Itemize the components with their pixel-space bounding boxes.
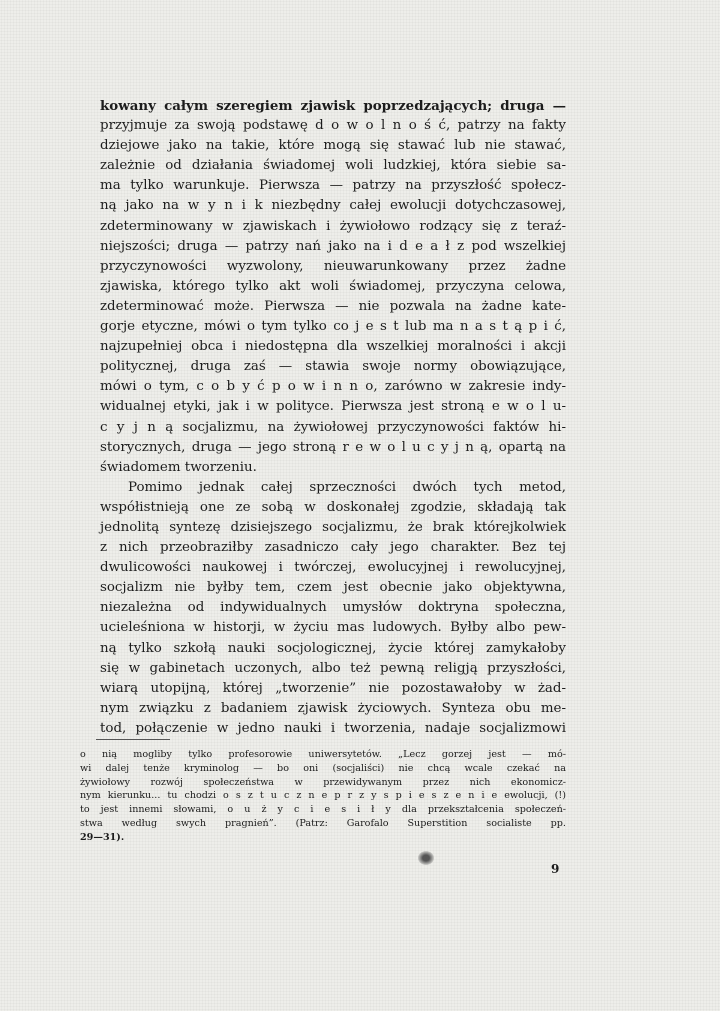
text-line: jednolitą syntezę dzisiejszego socjalizmu, że brak którejkolwiek	[100, 519, 566, 535]
text-line: się w gabinetach uczonych, albo też pewną religją przyszłości,	[100, 660, 566, 676]
text-line: zdeterminowany w zjawiskach i żywiołowo rodzący się z teraź-	[100, 218, 566, 234]
main-text	[100, 96, 566, 739]
text-line: najzupełniej obca i niedostępna dla wszelkiej moralności i akcji	[100, 339, 566, 355]
ink-blot-icon	[418, 851, 434, 865]
text-line: niezależna od indywidualnych umysłów doktryna społeczna,	[100, 600, 566, 616]
footnote-line: to jest innemi słowami, o u ż y c i e s i ł y dla przekształcenia społeczeń-	[80, 804, 566, 816]
text-line: politycznej, druga zaś — stawia swoje normy obowiązujące,	[100, 359, 566, 375]
text-line: gorje etyczne, mówi o tym tylko co j e s t lub ma n a s t ą p i ć,	[100, 319, 566, 335]
text-line: niejszości; druga — patrzy nań jako na i d e a ł z pod wszelkiej	[100, 238, 566, 254]
text-line: przyczynowości wyzwolony, nieuwarunkowany przez żadne	[100, 258, 566, 274]
text-line: świadomem tworzeniu.	[100, 459, 257, 475]
text-line: dziejowe jako na takie, które mogą się stawać lub nie stawać,	[100, 138, 566, 154]
text-line: ną tylko szkołą nauki socjologicznej, życie której zamykałoby	[100, 640, 566, 656]
text-line: współistnieją one ze sobą w doskonałej zgodzie, składają tak	[100, 499, 566, 515]
text-line: ucieleśniona w historji, w życiu mas ludowych. Byłby albo pew-	[100, 620, 566, 636]
footnote-line: stwa według swych pragnień”. (Patrz: Garofalo Superstition socialiste pp.	[80, 817, 566, 829]
text-line: nym związku z badaniem zjawisk życiowych. Synteza obu me-	[100, 700, 566, 716]
text-line: zjawiska, którego tylko akt woli świadomej, przyczyna celowa,	[100, 278, 566, 294]
footnote-line: nym kierunku... tu chodzi o s z t u c z n e p r z y s p i e s z e n i e ewolucji, (!)	[80, 790, 566, 802]
footnote-line: żywiołowy rozwój społeczeństwa w przewidywanym przez nich ekonomicz-	[80, 776, 566, 788]
footnote-line: 29—31).	[80, 831, 125, 843]
paragraph-start-line: Pomimo jednak całej sprzeczności dwóch tych metod,	[128, 479, 566, 495]
text-line: socjalizm nie byłby tem, czem jest obecnie jako objektywna,	[100, 580, 566, 596]
footnote-divider	[96, 739, 170, 740]
footnote-line: wi dalej tenże kryminolog — bo oni (socjaliści) nie chcą wcale czekać na	[80, 762, 566, 774]
text-line: mówi o tym, c o b y ć p o w i n n o, zarówno w zakresie indy-	[100, 379, 566, 395]
text-line: wiarą utopijną, której „tworzenie” nie pozostawałoby w żad-	[100, 680, 566, 696]
page-number: 9	[551, 862, 560, 876]
text-line: zależnie od działania świadomej woli ludzkiej, która siebie sa-	[100, 158, 566, 174]
text-line: widualnej etyki, jak i w polityce. Pierwsza jest stroną e w o l u-	[100, 399, 566, 415]
footnote	[80, 748, 566, 845]
footnote-line: o nią mogliby tylko profesorowie uniwersytetów. „Lecz gorzej jest — mó-	[80, 749, 566, 760]
text-line: ma tylko warunkuje. Pierwsza — patrzy na przyszłość społecz-	[100, 178, 566, 194]
text-line: zdeterminować może. Pierwsza — nie pozwala na żadne kate-	[100, 298, 566, 314]
text-line: tod, połączenie w jedno nauki i tworzenia, nadaje socjalizmowi	[100, 720, 566, 736]
text-line: z nich przeobraziłby zasadniczo cały jego charakter. Bez tej	[100, 540, 566, 556]
text-line: storycznych, druga — jego stroną r e w o l u c y j n ą, opartą na	[100, 439, 566, 455]
text-line: c y j n ą socjalizmu, na żywiołowej przyczynowości faktów hi-	[100, 419, 566, 435]
text-line: kowany całym szeregiem zjawisk poprzedzających; druga —	[100, 98, 566, 114]
text-line: ną jako na w y n i k niezbędny całej ewolucji dotychczasowej,	[100, 198, 566, 214]
text-line: przyjmuje za swoją podstawę d o w o l n o ś ć, patrzy na fakty	[100, 118, 566, 134]
text-line: dwulicowości naukowej i twórczej, ewolucyjnej i rewolucyjnej,	[100, 560, 566, 576]
